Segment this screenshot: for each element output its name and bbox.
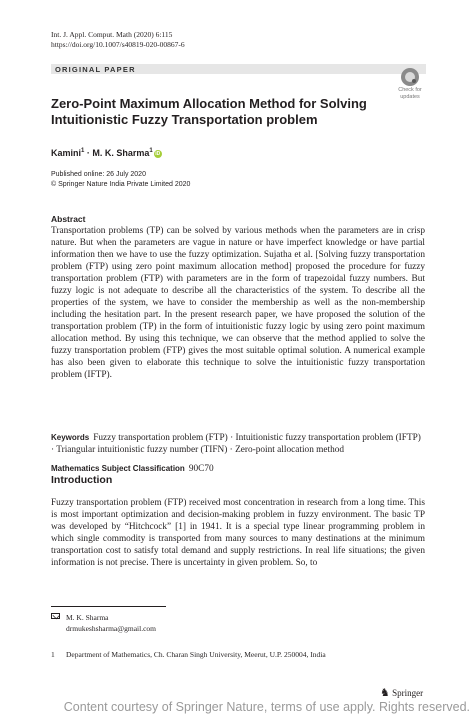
- abstract-heading: Abstract: [51, 214, 86, 224]
- publisher-name: Springer: [392, 688, 424, 698]
- keywords-label: Keywords: [51, 433, 90, 442]
- publication-info: [51, 170, 190, 190]
- correspondence: [66, 612, 156, 634]
- footnote-divider: [51, 606, 166, 607]
- envelope-icon: [51, 613, 60, 619]
- crossmark-icon: [401, 68, 419, 86]
- keywords-text: Fuzzy transportation problem (FTP) · Intuitionistic fuzzy transportation problem (IFTP) · Triangular intuitionistic fuzzy number (TIFN) · Zero-point allocation method: [51, 433, 421, 455]
- journal-citation: Int. J. Appl. Comput. Math (2020) 6:115: [51, 30, 173, 39]
- author-email[interactable]: drmukeshsharma@gmail.com: [66, 624, 157, 633]
- journal-header: [51, 30, 185, 50]
- corresponding-author: M. K. Sharma: [66, 613, 109, 622]
- paper-title: Zero-Point Maximum Allocation Method for Solving Intuitionistic Fuzzy Transportation problem: [51, 96, 367, 127]
- affiliation-text: Department of Mathematics, Ch. Charan Singh University, Meerut, U.P. 250004, India: [66, 650, 326, 659]
- introduction-text: Fuzzy transportation problem (FTP) received most concentration in research from a long time. This is most important optimization and decision-making problem in fuzzy environment. The basic TP was developed by “Hitchcock” [1] in 1941. It is a special type linear programming problem in which single commodity is transported from many sources to many destinations at the minimum transportation cost to satisfy total demand and supply restrictions. In real life situations; the given information is not precise. There is uncertainty in given problem. So, to: [51, 498, 425, 568]
- doi-link[interactable]: https://doi.org/10.1007/s40819-020-00867-6: [51, 40, 185, 49]
- copyright-footer: [0, 700, 474, 714]
- affiliation-marker: 1: [81, 148, 85, 154]
- copyright: © Springer Nature India Private Limited 2020: [51, 181, 191, 188]
- author-separator: ·: [84, 148, 93, 158]
- orcid-icon[interactable]: iD: [155, 151, 161, 157]
- author-name[interactable]: M. K. Sharma: [92, 148, 150, 158]
- springer-horse-icon: ♞: [380, 687, 390, 699]
- affiliation-number: 1: [51, 650, 55, 659]
- check-updates-line2: updates: [400, 93, 420, 100]
- affiliation-marker: 1: [149, 148, 153, 154]
- msc-label: Mathematics Subject Classification: [51, 464, 185, 473]
- check-updates-line1: Check for: [398, 87, 422, 93]
- msc-value: 90C70: [188, 464, 214, 474]
- abstract-text: Transportation problems (TP) can be solved by various methods when the parameters are in crisp nature. But when the parameters are vague in nature or have imperfect knowledge or have partial information then we have to use the fuzzy optimization. Sujatha et al. [Solving fuzzy transportation problem (FTP) using zero point maximum allocation method] proposed the procedure for fuzzy transportation problem (FTP) with parameters are in the form of trapezoidal fuzzy numbers. But fuzzy logic is not adequate to describe all the characteristics of the system. To describe all the properties of the system, we have to consider the membership as well as the non-membership including the hesitation part. In the present research paper, we have proposed the solution of the transportation problem (TP) in the form of intuitionistic fuzzy logic by using zero point maximum allocation method. By using this technique, we can observe that the method applied to solve the fuzzy transportation problem (FTP) gives the most suitable optimal solution. A numerical example has also been given to elaborate this technique to solve the intuitionistic fuzzy transportation problem (IFTP).: [51, 226, 425, 380]
- author-list: [51, 148, 162, 158]
- article-type: ORIGINAL PAPER: [55, 65, 136, 74]
- published-online: Published online: 26 July 2020: [51, 171, 146, 178]
- publisher-logo: [380, 686, 423, 699]
- author-name[interactable]: Kamini: [51, 148, 82, 158]
- check-for-updates-badge[interactable]: [395, 66, 425, 102]
- footer-text: Content courtesy of Springer Nature, terms of use apply. Rights reserved.: [63, 700, 470, 714]
- keywords: [51, 432, 425, 456]
- introduction-heading: Introduction: [51, 474, 113, 486]
